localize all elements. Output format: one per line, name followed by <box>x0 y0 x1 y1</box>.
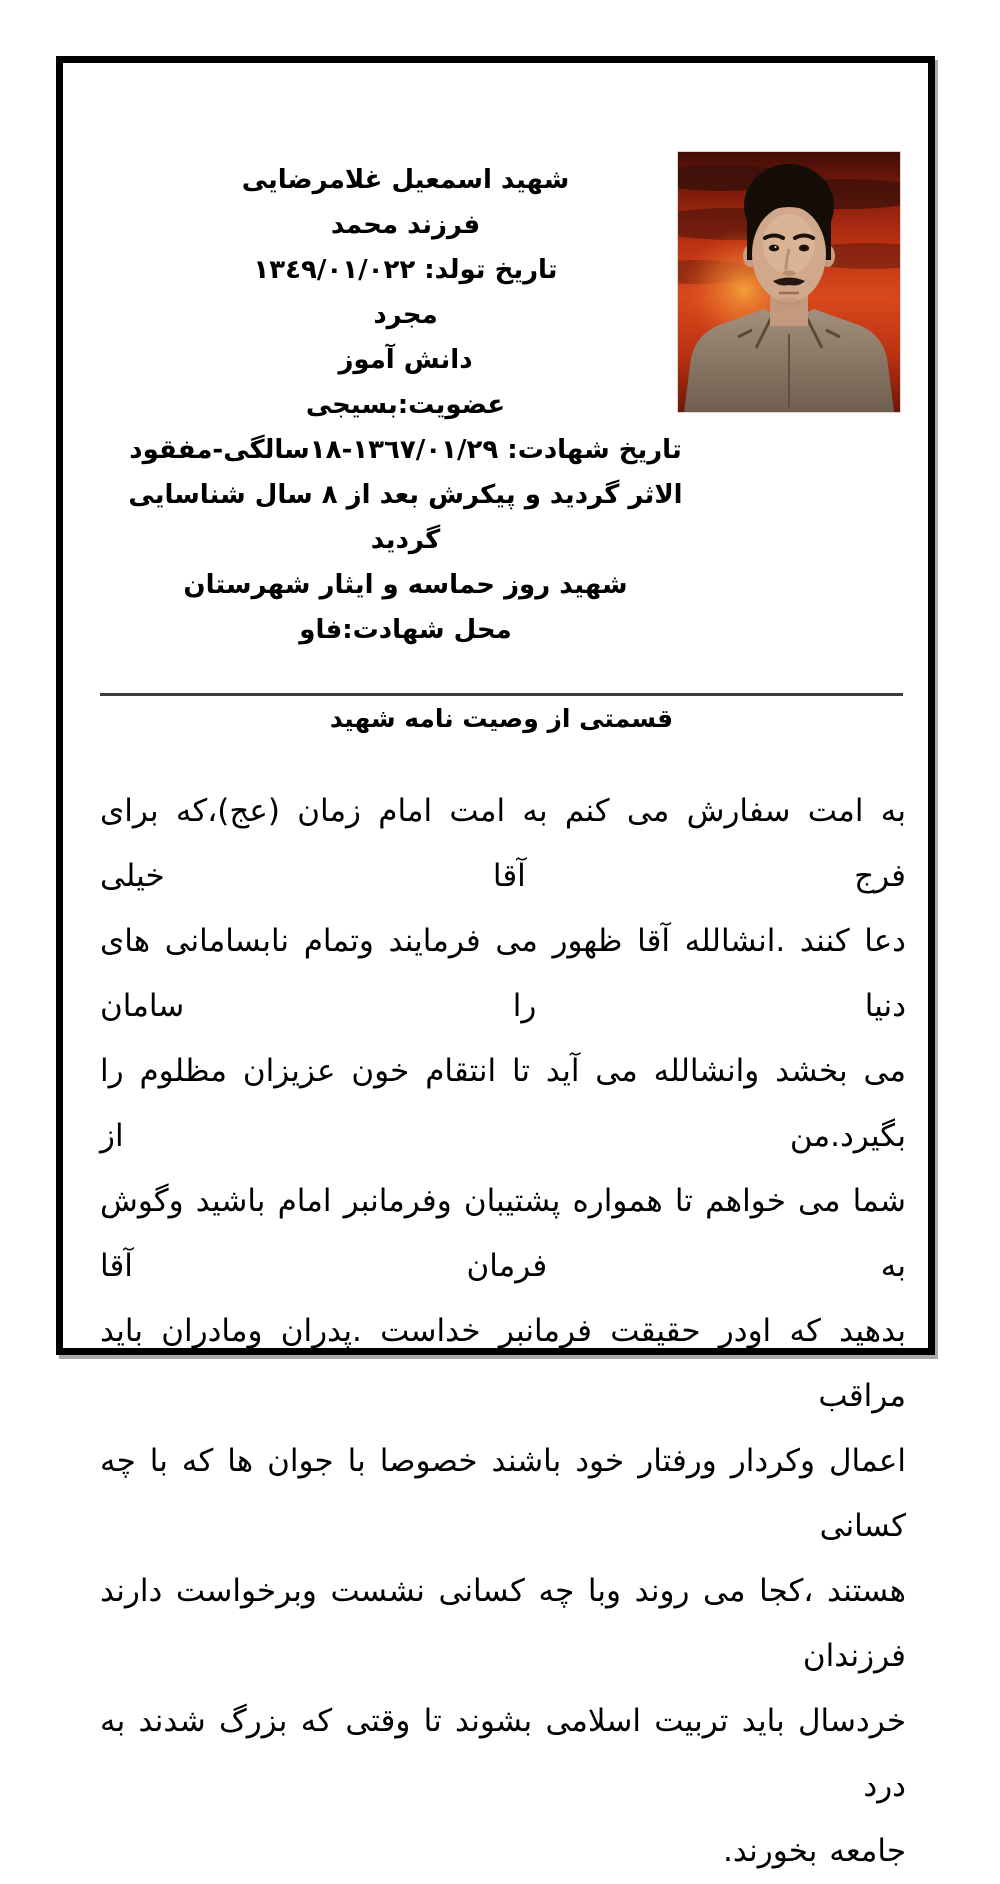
martyrdom-place: محل شهادت:فاو <box>299 615 512 645</box>
birth-date: تاریخ تولد: ١٣٤٩/٠١/٠٢٢ <box>253 255 558 285</box>
will-line-last: جامعه بخورند. <box>722 1833 906 1869</box>
martyr-photo-graphic <box>678 152 900 412</box>
will-line: دعا کنند .انشالله آقا ظهور می فرمایند وتمام نابسامانی های دنیا را سامان <box>100 923 906 1024</box>
page-frame-inner <box>63 63 928 1869</box>
membership: عضویت:بسیجی <box>305 390 506 420</box>
eye-glint <box>775 246 777 248</box>
page-frame <box>56 56 935 1869</box>
section-divider <box>100 693 903 696</box>
will-heading: قسمتی از وصیت نامه شهید <box>329 704 674 733</box>
eye-left <box>769 245 779 252</box>
will-line: اعمال وکردار ورفتار خود باشند خصوصا با جوان ها که با چه کسانی <box>100 1443 906 1544</box>
chin-shadow <box>777 297 801 307</box>
father-name: فرزند محمد <box>330 210 481 240</box>
marital-status: مجرد <box>373 300 438 330</box>
occupation: دانش آموز <box>338 345 473 375</box>
will-line: بدهید که اودر حقیقت فرمانبر خداست .پدران ومادران باید مراقب <box>100 1313 906 1414</box>
will-line: شما می خواهم تا همواره پشتیبان وفرمانبر امام باشید وگوش به فرمان آقا <box>100 1183 906 1284</box>
missing-body-note: الاثر گردید و پیکرش بعد از ٨ سال شناسایی گردید <box>128 480 683 555</box>
eye-right <box>799 245 809 252</box>
will-line: خردسال باید تربیت اسلامی بشوند تا وقتی که بزرگ شدند به درد <box>100 1703 906 1804</box>
martyr-info-block <box>100 158 711 653</box>
city-honor-note: شهید روز حماسه و ایثار شهرستان <box>183 570 628 600</box>
martyr-photo <box>678 152 900 412</box>
will-line: می بخشد وانشالله می آید تا انتقام خون عزیزان مظلوم را بگیرد.من از <box>100 1053 906 1154</box>
nose-shadow <box>783 270 796 275</box>
will-body <box>100 779 906 1884</box>
will-line: هستند ،کجا می روند وبا چه کسانی نشست وبرخواست دارند فرزندان <box>100 1573 906 1674</box>
will-line: به امت سفارش می کنم به امت امام زمان (عج)،که برای فرج آقا خیلی <box>100 793 906 894</box>
martyr-name: شهید اسمعیل غلامرضایی <box>241 165 570 195</box>
martyrdom-date: تاریخ شهادت: ١٣٦٧/٠١/٢٩-١٨سالگی-مفقود <box>129 435 682 465</box>
face-highlight <box>763 214 815 274</box>
